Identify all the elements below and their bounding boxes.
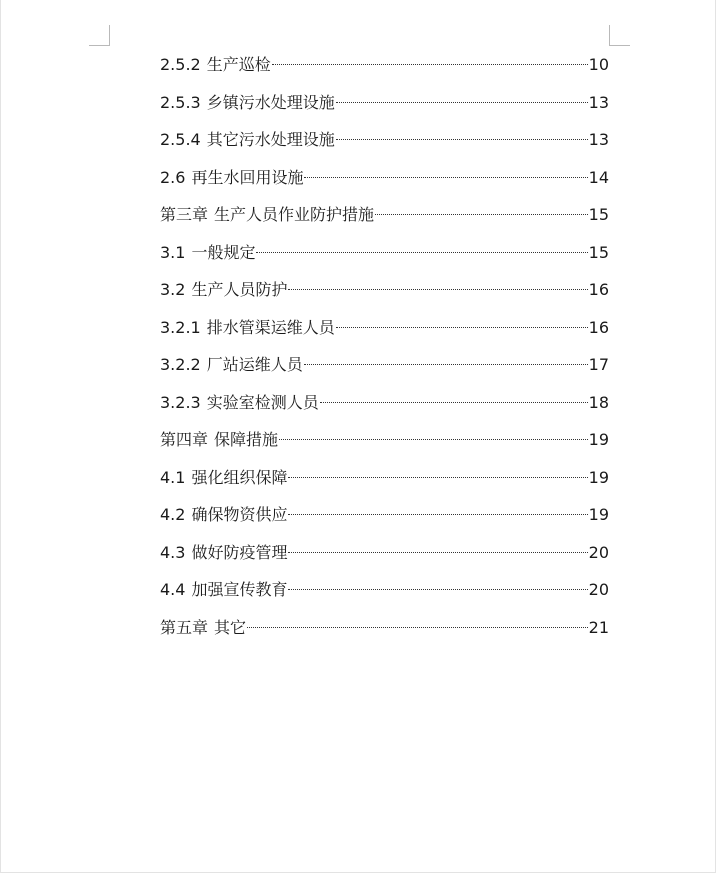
toc-entry-number: 4.4: [160, 580, 186, 599]
toc-entry-page-number: 17: [588, 355, 609, 374]
toc-entry[interactable]: [160, 459, 609, 497]
toc-dot-leader: [256, 252, 587, 253]
toc-entry[interactable]: [160, 346, 609, 384]
toc-entry-page-number: 15: [588, 205, 609, 224]
toc-entry-page-number: 14: [588, 167, 609, 187]
toc-entry-number: 3.2.1: [160, 317, 201, 337]
toc-entry-number: 3.2: [160, 280, 186, 299]
toc-entry-number: 第四章: [160, 430, 209, 449]
toc-dot-leader: [288, 289, 587, 290]
toc-entry-title: 生产人员防护: [191, 280, 288, 299]
toc-entry-page-number: 19: [588, 505, 609, 524]
toc-entry[interactable]: [160, 271, 609, 309]
toc-entry-title: 其它: [214, 617, 247, 637]
toc-entry[interactable]: [160, 159, 609, 197]
toc-entry[interactable]: [160, 609, 609, 647]
margin-corner-top-left: [89, 25, 110, 46]
toc-entry[interactable]: [160, 84, 609, 122]
toc-entry-title: 厂站运维人员: [206, 355, 303, 374]
toc-entry[interactable]: [160, 571, 609, 609]
toc-entry-page-number: 21: [588, 617, 609, 637]
toc-dot-leader: [336, 327, 588, 328]
toc-entry-title: 排水管渠运维人员: [206, 317, 335, 337]
toc-entry-page-number: 20: [588, 542, 609, 562]
toc-dot-leader: [304, 364, 588, 365]
toc-entry-page-number: 13: [588, 92, 609, 112]
toc-entry-page-number: 13: [588, 130, 609, 149]
toc-entry-number: 3.1: [160, 242, 186, 262]
margin-corner-top-right: [609, 25, 630, 46]
toc-entry-number: 2.5.4: [160, 130, 201, 149]
toc-entry-title: 强化组织保障: [191, 467, 288, 487]
toc-entry[interactable]: [160, 234, 609, 272]
toc-dot-leader: [272, 64, 588, 65]
toc-entry-number: 3.2.2: [160, 355, 201, 374]
toc-dot-leader: [320, 402, 588, 403]
table-of-contents: [160, 46, 609, 646]
toc-entry[interactable]: [160, 46, 609, 84]
toc-entry[interactable]: [160, 534, 609, 572]
toc-entry-number: 4.2: [160, 505, 186, 524]
toc-entry-number: 4.3: [160, 542, 186, 562]
toc-entry[interactable]: [160, 421, 609, 459]
toc-dot-leader: [336, 139, 588, 140]
toc-dot-leader: [336, 102, 588, 103]
toc-entry[interactable]: [160, 309, 609, 347]
toc-entry-page-number: 19: [588, 430, 609, 449]
toc-entry-number: 2.5.2: [160, 55, 201, 74]
toc-entry-number: 3.2.3: [160, 392, 201, 412]
toc-entry-title: 保障措施: [214, 430, 279, 449]
toc-entry-number: 第五章: [160, 617, 209, 637]
toc-dot-leader: [375, 214, 588, 215]
toc-entry-title: 生产人员作业防护措施: [214, 205, 375, 224]
toc-entry-page-number: 16: [588, 317, 609, 337]
toc-entry-page-number: 15: [588, 242, 609, 262]
toc-dot-leader: [288, 514, 587, 515]
toc-dot-leader: [288, 589, 587, 590]
toc-entry-title: 乡镇污水处理设施: [206, 92, 335, 112]
toc-entry-title: 其它污水处理设施: [206, 130, 335, 149]
toc-entry[interactable]: [160, 121, 609, 159]
toc-entry-title: 生产巡检: [206, 55, 271, 74]
toc-dot-leader: [279, 439, 588, 440]
toc-entry-number: 2.5.3: [160, 92, 201, 112]
toc-dot-leader: [247, 627, 588, 628]
toc-dot-leader: [288, 477, 587, 478]
toc-entry-title: 再生水回用设施: [191, 167, 304, 187]
toc-dot-leader: [304, 177, 587, 178]
toc-entry[interactable]: [160, 496, 609, 534]
toc-entry-title: 加强宣传教育: [191, 580, 288, 599]
toc-entry-page-number: 18: [588, 392, 609, 412]
toc-dot-leader: [288, 552, 587, 553]
toc-entry[interactable]: [160, 196, 609, 234]
toc-entry-number: 第三章: [160, 205, 209, 224]
toc-entry-title: 一般规定: [191, 242, 256, 262]
toc-entry-page-number: 20: [588, 580, 609, 599]
toc-entry-page-number: 16: [588, 280, 609, 299]
toc-entry-title: 实验室检测人员: [206, 392, 319, 412]
toc-entry-number: 4.1: [160, 467, 186, 487]
toc-entry[interactable]: [160, 384, 609, 422]
toc-entry-page-number: 19: [588, 467, 609, 487]
toc-entry-page-number: 10: [588, 55, 609, 74]
toc-entry-number: 2.6: [160, 167, 186, 187]
toc-entry-title: 做好防疫管理: [191, 542, 288, 562]
toc-entry-title: 确保物资供应: [191, 505, 288, 524]
